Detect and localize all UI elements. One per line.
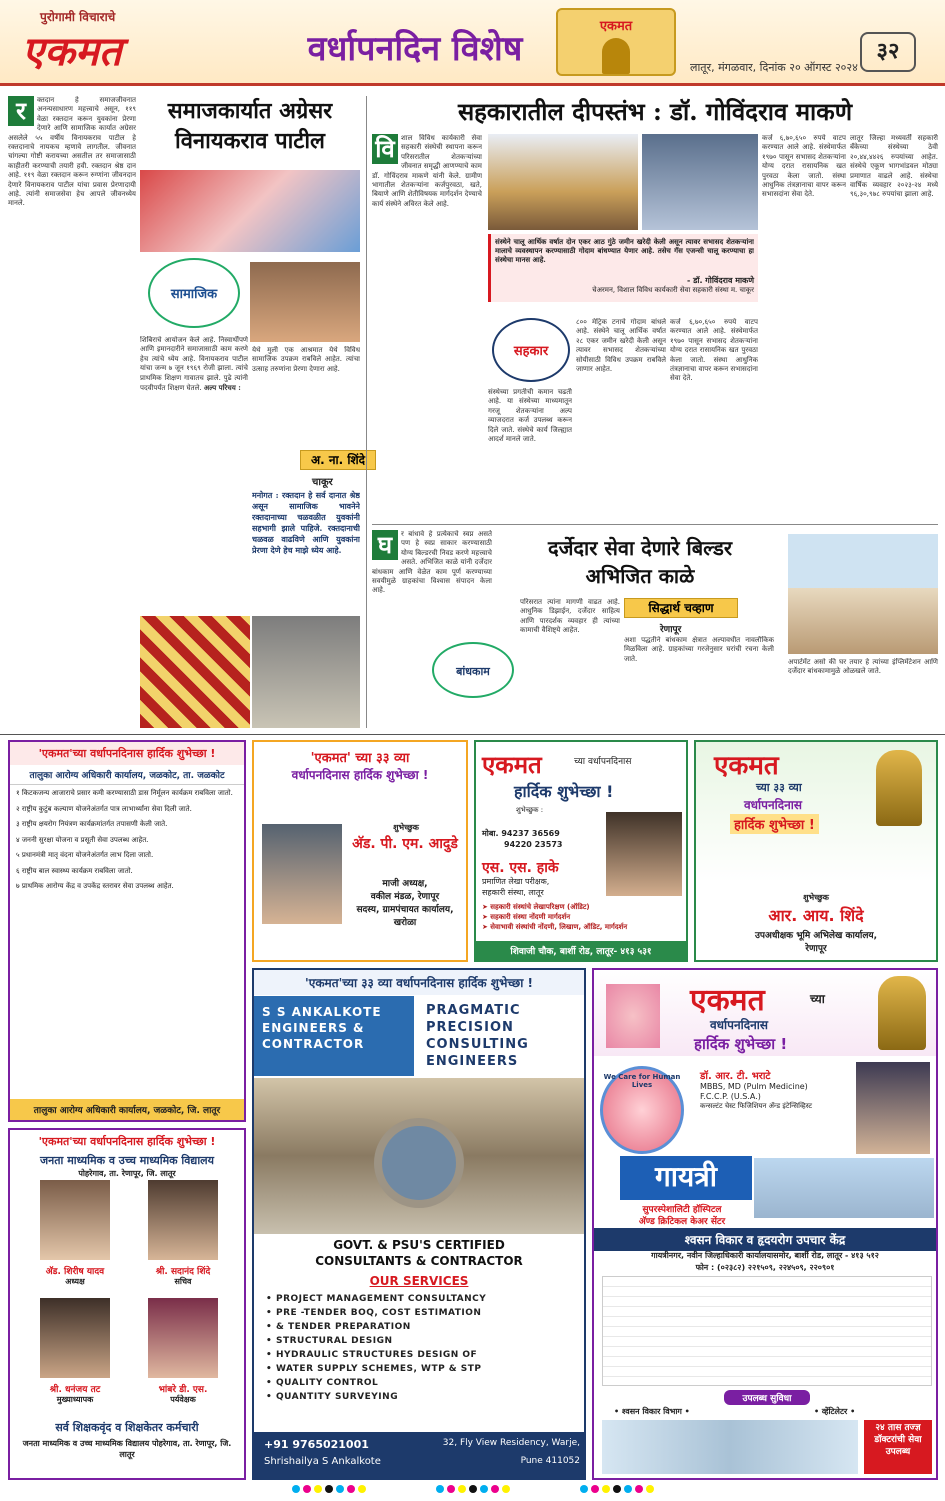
registration-dot <box>613 1485 621 1493</box>
trophy-icon <box>602 38 630 74</box>
article1-column1 <box>8 96 136 728</box>
ad3-roles <box>346 878 464 930</box>
ad2-school: जनता माध्यमिक व उच्च माध्यमिक विद्यालय <box>39 1154 215 1167</box>
ad7-facilities-title: उपलब्ध सुविधा <box>724 1390 810 1405</box>
ad7-line1: च्या <box>810 992 825 1006</box>
article3-title-line1: दर्जेदार सेवा देणारे बिल्डर <box>547 536 733 560</box>
ad7-doctor-name: डॉ. आर. टी. भराटे <box>700 1071 771 1082</box>
registration-dot <box>325 1485 333 1493</box>
article2-column7 <box>670 318 758 506</box>
column-divider-1 <box>366 96 367 728</box>
ad3-role1: माजी अध्यक्ष, <box>382 879 428 889</box>
ad6-contact-name: Shrishailya S Ankalkote <box>264 1456 381 1467</box>
ad6-service-item: • QUANTITY SURVEYING <box>264 1390 584 1404</box>
article1-author: अ. ना. शिंदे <box>300 450 376 470</box>
ad4-bullet: ➤ सहकारी संस्था नोंदणी मार्गदर्शन <box>482 913 571 921</box>
ad5-line2: वर्धापनदिनास <box>744 798 802 812</box>
article3-column2 <box>520 598 620 728</box>
ad7-ward-photos <box>602 1420 858 1474</box>
ad5-wish-label: शुभेच्छुक <box>803 893 829 902</box>
ad5-line1: च्या ३३ व्या <box>756 781 802 794</box>
registration-dot <box>480 1485 488 1493</box>
ad7-doctor-deg2: F.C.C.P. (U.S.A.) <box>700 1092 761 1101</box>
ad2-p1-name: अ‍ॅड. शिरीष यादव <box>45 1267 105 1277</box>
article1-text1: क्तदान हे समाजजीवनात अनन्यसाधारण महत्त्वाचे असून, ११९ वेळा रक्तदान करून युवकांना प्रेरणा देणारे आणि सामाजिक कार्यात अग्रेसर असलेले ५५ वर्षीय विनायकराव पाटील हे रक्तदानाचे नायकच म्हणावे लागतील. जीवनात चांगल्या गोष्टी करायच्या असतील तर समाजासाठी काहीतरी करण्याची तयारी हवी. रक्तदान श्रेष्ठ दान आहे. ११९ वेळा रक्तदान करून रुग्णांना जीवनदान देणारे विनायकराव पाटील यांचा प्रवास प्रेरणादायी आहे. त्यांनी समाजसेवा हेच आपले जीवनध्येय मानले. <box>8 96 136 208</box>
registration-dot <box>580 1485 588 1493</box>
dateline: लातूर, मंगळवार, दिनांक २० ऑगस्ट २०२४ <box>690 61 858 74</box>
ad6-services-title: OUR SERVICES <box>369 1274 469 1288</box>
ad5-trophy-icon <box>876 750 922 826</box>
ad4-title1: प्रमाणित लेखा परीक्षक, <box>482 877 550 886</box>
article2-column6 <box>488 388 572 506</box>
ad2-place: पोहरेगाव, ता. रेणापूर, जि. लातूर <box>78 1169 176 1178</box>
registration-dot <box>314 1485 322 1493</box>
article3-text4: अपार्टमेंट असो की घर तयार हे त्यांच्या इंप्लिमेंटेशन आणि दर्जेदार बांधकामामुळे ओळखले जाते. <box>788 658 938 676</box>
article1-title <box>140 96 360 156</box>
ad6-service-item: • STRUCTURAL DESIGN <box>264 1334 584 1348</box>
article3-title-line2: अभिजित काळे <box>585 564 695 588</box>
article1-dropcap: र <box>8 96 34 126</box>
ad4-line2: हार्दिक शुभेच्छा ! <box>514 782 614 801</box>
ad4-address: शिवाजी चौक, बार्शी रोड, लातूर- ४१३ ५३१ <box>476 941 686 960</box>
ad6-address2: Pune 411052 <box>520 1456 580 1466</box>
ad-advocate <box>252 740 468 962</box>
registration-dot <box>491 1485 499 1493</box>
article2-column3 <box>762 134 846 506</box>
ad-auditor <box>474 740 688 962</box>
article3-text2: परिसरात त्यांना मागणी वाढत आहे. आधुनिक डिझाईन, दर्जेदार साहित्य आणि पारदर्शक व्यवहार ही त्यांच्या कामाची वैशिष्ट्ये आहेत. <box>520 598 620 635</box>
ad1-office: तालुका आरोग्य अधिकारी कार्यालय, जळकोट, ता. जळकोट <box>10 765 244 785</box>
ad7-hospital-name: गायत्री <box>620 1156 752 1200</box>
ad2-footer2: जनता माध्यमिक व उच्च माध्यमिक विद्यालय पोहरेगाव, ता. रेणापूर, जि. लातूर <box>22 1439 232 1459</box>
brand-tagline: पुरोगामी विचाराचे <box>40 10 116 24</box>
article1-quote: मनोगत : रक्तदान हे सर्व दानात श्रेष्ठ असून सामाजिक भावनेने रक्तदानाच्या चळवळीत युवकांनी सहभागी झाले पाहिजे. रक्तदानाची चळवळ वाढविणे आणि युवकांना प्रेरणा देणे हेच माझे ध्येय आहे. <box>252 490 360 555</box>
article3-column1 <box>372 530 492 728</box>
registration-dot <box>292 1485 300 1493</box>
brand-logo: एकमत <box>22 28 122 75</box>
article2-caption-sign: - डॉ. गोविंदराव माकणे <box>687 276 754 285</box>
article2-text4b: कर्ज ६,७०,६५० रुपये वाटप करण्यात आले आहे. संस्थेमार्फत १९७० पासून सभासद शेतकऱ्यांना योग्य दरात रासायनिक खत पुरवठा केला जातो. संस्था आधुनिक तंत्रज्ञानाचा वापर करून सभासदांना सेवा देते. <box>670 318 758 383</box>
article2-caption-role: चेअरमन, विशाल विविध कार्यकारी सेवा सहकारी संस्था म. चाकूर <box>592 286 754 294</box>
ad6-service-item: • & TENDER PREPARATION <box>264 1320 584 1334</box>
color-dots-right <box>580 1485 654 1495</box>
article3-column3 <box>624 636 774 728</box>
registration-dot <box>336 1485 344 1493</box>
ad-school <box>8 1128 246 1480</box>
ad4-brand: एकमत <box>482 750 542 779</box>
article1-title-line1: समाजकार्यात अग्रेसर <box>167 98 333 124</box>
article2-title: सहकारातील दीपस्तंभ : डॉ. गोविंदराव माकणे <box>457 97 853 126</box>
ad2-p2-name: श्री. सदानंद शिंदे <box>155 1267 211 1277</box>
ad2-footer1: सर्व शिक्षकवृंद व शिक्षकेतर कर्मचारी <box>55 1421 199 1434</box>
ad6-service-item: • PROJECT MANAGEMENT CONSULTANCY <box>264 1292 584 1306</box>
ad7-hospital-sub1: सुपरस्पेशालिटी हॉस्पिटल <box>642 1205 722 1215</box>
ad7-phone: फोन : (०२३८२) २२१५०९, २२४५०९, २२०९०१ <box>695 1263 835 1272</box>
ad2-p4-name: भांबरे डी. एस. <box>158 1385 208 1395</box>
ad4-line1: च्या वर्धापनदिनास <box>574 757 632 767</box>
ad7-trophy-icon <box>878 976 926 1050</box>
ad7-hospital-sub2: अ‍ॅण्ड क्रिटिकल केअर सेंटर <box>638 1217 726 1227</box>
article3-dropcap: घ <box>372 530 398 560</box>
registration-dot <box>602 1485 610 1493</box>
registration-dot <box>447 1485 455 1493</box>
workshop-photo <box>252 616 360 728</box>
ad6-certified2: CONSULTANTS & CONTRACTOR <box>315 1254 523 1268</box>
ad4-bullet-list <box>482 902 682 932</box>
ad-hospital <box>592 968 938 1480</box>
ad1-heading: 'एकमत'च्या वर्धापनदिनास हार्दिक शुभेच्छा ! <box>10 742 244 765</box>
article1-column3 <box>252 346 360 446</box>
article1-text3: येथे मुली एक आश्रमात येथे विविध सामाजिक उपक्रम राबविले आहेत. त्यांचा उत्साह तरुणांना प्रेरणा देणारा आहे. <box>252 346 360 373</box>
ad6-phone: +91 9765021001 <box>264 1438 369 1451</box>
special-edition-title: वर्धापनदिन विशेष <box>307 29 523 69</box>
ad6-tank-icon <box>374 1118 464 1208</box>
registration-dot <box>358 1485 366 1493</box>
house-photo <box>788 534 938 654</box>
article2-pullquote <box>488 234 758 302</box>
ad2-heading: 'एकमत'च्या वर्धापनदिनास हार्दिक शुभेच्छा ! <box>38 1135 216 1148</box>
ad2-p1-role: अध्यक्ष <box>65 1277 85 1286</box>
article2-caption: संस्थेने चालू आर्थिक वर्षात दोन एकर आठ गुंठे जमीन खरेदी केली असून त्यावर सभासद शेतकऱ्यांना मालाचे व्यवस्थापन करण्यासाठी गोदाम बांधण्यात येणार आहे. तसेच गॅस एजन्सी चालू करण्याचा हा संस्थेचा मानस आहे. <box>495 237 754 264</box>
ad6-services-list <box>264 1292 584 1404</box>
ad3-wish-label: शुभेच्छुक <box>393 823 419 832</box>
ad4-title2: सहकारी संस्था, लातूर <box>482 888 544 897</box>
ad4-bullet: ➤ सहकारी संस्थांचे लेखापरिक्षण (ऑडिट) <box>482 903 590 911</box>
article3-author: सिद्धार्थ चव्हाण <box>624 598 738 618</box>
ad1-item: ६ राष्ट्रीय बाल स्वास्थ्य कार्यक्रम राबविला जातो. <box>16 866 133 875</box>
ad1-item: १ किटकजन्य आजाराचे प्रसार कमी करण्यासाठी डास निर्मूलन कार्यक्रम राबविला जातो. <box>16 789 233 797</box>
portrait-vinayakrao <box>250 262 360 342</box>
ad1-item: ५ प्रधानमंत्री मातृ वंदना योजनेअंतर्गत लाभ दिला जातो. <box>16 851 154 859</box>
article3-place: रेणापूर <box>660 625 682 635</box>
ad6-service-item: • PRE -TENDER BOQ, COST ESTIMATION <box>264 1306 584 1320</box>
ad3-role4: खरोळा <box>393 918 417 928</box>
ad7-doctor-deg3: कन्सल्टंट चेस्ट फिजिशियन अ‍ॅन्ड इंटेन्सिव्हिस्ट <box>700 1102 812 1110</box>
article1-bio-heading: अल्प परिचय : <box>203 383 241 393</box>
article2-text3: लातूर जिल्हा मध्यवर्ती सहकारी बँकेच्या संस्थेच्या ठेवी २०,४४,४४२६ रुपयांच्या आहेत. संस्थेचे एकूण भागभांडवल मोठ्या प्रमाणात वाढले आहे. संस्थेचा वार्षिक व्यवहार २०२३-२४ मध्ये ९६,३०,९७८ रुपयांचा झाला आहे. <box>850 134 938 199</box>
ad3-photo <box>262 824 342 924</box>
registration-dot <box>591 1485 599 1493</box>
article2-column5 <box>576 318 666 506</box>
ad6-address1: 32, Fly View Residency, Warje, <box>442 1438 580 1448</box>
article2-dropcap: वि <box>372 134 398 164</box>
color-dots-center <box>436 1485 510 1495</box>
article2-text4: ८०० मेट्रिक टनाचे गोदाम बांधले आहे. संस्थेने चालू आर्थिक वर्षात २८ एकर जमीन खरेदी केली असून त्यावर सभासद शेतकऱ्यांच्या सोयीसाठी विविध उपक्रम राबविले जाणार आहेत. <box>576 318 666 374</box>
article1-text2: शिबिराचे आयोजन केले आहे. निस्वार्थीपणे आणि इमानदारीने समाजासाठी काम करणे हेच त्यांचे ध्येय आहे. विनायकराव पाटील यांचा जन्म ७ जून १९६९ रोजी झाला. त्यांचे प्राथमिक शिक्षण गावातच झाले. पुढे त्यांनी पदवीपर्यंत शिक्षण घेतले. <box>140 336 248 393</box>
ad5-role2: रेणापूर <box>805 944 827 954</box>
ad7-doctor-photo <box>856 1062 930 1154</box>
article2-column4 <box>850 134 938 506</box>
registration-dot <box>303 1485 311 1493</box>
ad4-photo <box>606 812 682 896</box>
blood-donation-photo <box>140 170 360 252</box>
ad7-facility1: • श्वसन विकार विभाग • <box>614 1407 690 1416</box>
ad2-photo-president <box>40 1180 110 1260</box>
article3-text1: र बांधावे हे प्रत्येकाचे स्वप्न असते पण हे स्वप्न साकार करण्यासाठी योग्य बिल्डरची निवड करणे महत्त्वाचे असते. अभिजित काळे यांनी दर्जेदार बांधकाम आणि वेळेत काम पूर्ण करण्याच्या सवयीमुळे ग्राहकांचा विश्वास संपादन केला आहे. <box>372 530 492 595</box>
ad1-item: २ राष्ट्रीय कुटुंब कल्याण योजनेअंतर्गत पात्र लाभार्थ्यांना सेवा दिली जाते. <box>16 804 192 813</box>
registration-dot <box>458 1485 466 1493</box>
section-badge-construction: बांधकाम <box>432 642 514 698</box>
ad-engineers <box>252 968 586 1480</box>
ad3-name: अ‍ॅड. पी. एम. आदुडे <box>352 836 458 852</box>
registration-dot <box>436 1485 444 1493</box>
ad3-role2: वकील मंडळ, रेणापूर <box>370 892 440 902</box>
ad6-site-photo <box>254 1078 584 1234</box>
ad7-care-logo: We Care for Human Lives <box>600 1066 684 1154</box>
ad2-photo-supervisor <box>148 1298 218 1378</box>
masthead <box>0 0 945 86</box>
ad2-photo-secretary <box>148 1180 218 1260</box>
article2-text5: संस्थेच्या प्रगतीची कमान चढती आहे. या संस्थेच्या माध्यमातून गरजू शेतकऱ्यांना अल्प व्याजदरात कर्ज उपलब्ध करून दिले जाते. संस्थेचे कार्य जिल्ह्यात आदर्श मानले जाते. <box>488 388 572 444</box>
article3-column4 <box>788 658 938 728</box>
article2-text2: कर्ज ६,७०,६५० रुपये वाटप करण्यात आले आहे. संस्थेमार्फत १९७० पासून सभासद शेतकऱ्यांना योग्य दरात रासायनिक खत पुरवठा केला जातो. संस्था आधुनिक तंत्रज्ञानाचा वापर करून सभासदांना सेवा देते. <box>762 134 846 199</box>
portrait-govindrao <box>642 134 758 230</box>
ad6-contact-bar <box>254 1432 584 1478</box>
registration-dot <box>624 1485 632 1493</box>
section-divider-1 <box>372 524 938 525</box>
ad3-line1: 'एकमत' च्या ३३ व्या <box>310 751 410 766</box>
ad7-flower-icon <box>606 984 660 1048</box>
ad1-item-list <box>10 785 244 902</box>
registration-dot <box>646 1485 654 1493</box>
trophy-label: एकमत <box>599 19 633 34</box>
print-color-bar <box>0 1485 945 1495</box>
ad1-footer: तालुका आरोग्य अधिकारी कार्यालय, जळकोट, जि. लातूर <box>10 1099 244 1120</box>
ad1-item: ७ प्राथमिक आरोग्य केंद्र व उपकेंद्र स्तरावर सेवा उपलब्ध आहेत. <box>16 882 174 890</box>
page-number: ३२ <box>860 32 916 72</box>
ad4-phone2: 94220 23573 <box>504 840 563 849</box>
ad2-p4-role: पर्यवेक्षक <box>170 1395 196 1404</box>
ad5-role1: उपअधीक्षक भूमि अभिलेख कार्यालय, <box>754 931 878 941</box>
ad4-phone1: मोबा. 94237 36569 <box>482 829 560 838</box>
article3-text3: अशा पद्धतीने बांधकाम क्षेत्रात अल्पावधीत नावलौकिक मिळविला आहे. ग्राहकांच्या गरजेनुसार घरांची रचना केली जाते. <box>624 636 774 663</box>
ad4-name: एस. एस. हाके <box>482 860 559 876</box>
ad4-wish-label: शुभेच्छुक : <box>516 806 544 814</box>
ad2-p2-role: सचिव <box>174 1277 192 1286</box>
ad-land-records <box>694 740 938 962</box>
color-dots-left <box>292 1485 366 1495</box>
ad7-address: गायत्रीनगर, नवीन जिल्हाधिकारी कार्यालयासमोर, बार्शी रोड, लातूर - ४१३ ५१२ <box>651 1251 879 1260</box>
registration-dot <box>635 1485 643 1493</box>
ad6-company2: PRAGMATIC PRECISION CONSULTING ENGINEERS <box>426 1003 529 1069</box>
ad6-certified1: GOVT. & PSU'S CERTIFIED <box>333 1238 505 1252</box>
ad5-line3: हार्दिक शुभेच्छा ! <box>730 814 819 834</box>
ad7-brand: एकमत <box>690 983 765 1018</box>
ad3-line2: वर्धापनदिनास हार्दिक शुभेच्छा ! <box>291 768 429 782</box>
ad7-building-photo <box>754 1158 934 1218</box>
ad2-p3-role: मुख्याध्यापक <box>56 1395 94 1404</box>
ad2-p3-name: श्री. धनंजय तट <box>49 1385 101 1395</box>
ad7-line2: वर्धापनदिनास <box>710 1018 768 1032</box>
section-badge-cooperative: सहकार <box>492 318 570 382</box>
ad1-item: ३ राष्ट्रीय क्षयरोग नियंत्रण कार्यक्रमांतर्गत तपासणी केली जाते. <box>16 820 168 828</box>
ad7-line3: हार्दिक शुभेच्छा ! <box>694 1035 788 1053</box>
article2-text1: शाल विविध कार्यकारी सेवा सहकारी संस्थेची स्थापना करून परिसरातील शेतकऱ्यांच्या जीवनात समृद्धी आणण्याचे काम डॉ. गोविंदराव माकणे यांनी केले. ग्रामीण भागातील शेतकऱ्यांना कर्जपुरवठा, खते, बियाणे आणि शेतीविषयक मार्गदर्शन देण्याचे कार्य संस्थेने अविरत केले आहे. <box>372 134 482 208</box>
ad5-name: आर. आय. शिंदे <box>768 906 864 925</box>
ad7-doctor-deg1: MBBS, MD (Pulm Medicine) <box>700 1082 808 1091</box>
ad6-service-item: • HYDRAULIC STRUCTURES DESIGN OF <box>264 1348 584 1362</box>
registration-dot <box>469 1485 477 1493</box>
registration-dot <box>502 1485 510 1493</box>
ad2-photo-principal <box>40 1298 110 1378</box>
ad6-service-item: • WATER SUPPLY SCHEMES, WTP & STP <box>264 1362 584 1376</box>
ad3-role3: सदस्य, ग्रामपंचायत कार्यालय, <box>356 905 454 915</box>
anniversary-trophy <box>556 8 676 76</box>
article2-column1 <box>372 134 482 506</box>
ad7-badge: २४ तास तज्ज्ञ डॉक्टरांची सेवा उपलब्ध <box>864 1420 932 1474</box>
ad6-company1: S S ANKALKOTE ENGINEERS & CONTRACTOR <box>254 996 414 1076</box>
ad6-heading: 'एकमत'च्या ३३ व्या वर्धापनदिनास हार्दिक शुभेच्छा ! <box>254 970 584 995</box>
ad5-brand: एकमत <box>714 751 779 781</box>
ad-health-office <box>8 740 246 1122</box>
registration-dot <box>347 1485 355 1493</box>
section-badge-social: सामाजिक <box>148 258 240 328</box>
ad7-facility2: • व्हेंटिलेटर • <box>814 1407 856 1416</box>
ad1-item: ४ जननी सुरक्षा योजना व प्रसूती सेवा उपलब्ध आहेत. <box>16 835 149 844</box>
ad6-service-item: • QUALITY CONTROL <box>264 1376 584 1390</box>
ads-divider <box>0 734 945 735</box>
article1-title-line2: विनायकराव पाटील <box>175 128 325 154</box>
decor-photo-1 <box>140 616 250 728</box>
ad4-bullet: ➤ सेवाभावी संस्थांची नोंदणी, लिखाण, ऑडिट, मार्गदर्शन <box>482 923 628 931</box>
ad7-center: श्वसन विकार व हृदयरोग उपचार केंद्र <box>594 1228 936 1251</box>
ad7-service-details <box>602 1276 932 1386</box>
felicitation-photo <box>488 134 638 230</box>
article3-title <box>500 534 780 590</box>
article1-column2 <box>140 336 248 606</box>
article1-place: चाकूर <box>312 477 333 488</box>
